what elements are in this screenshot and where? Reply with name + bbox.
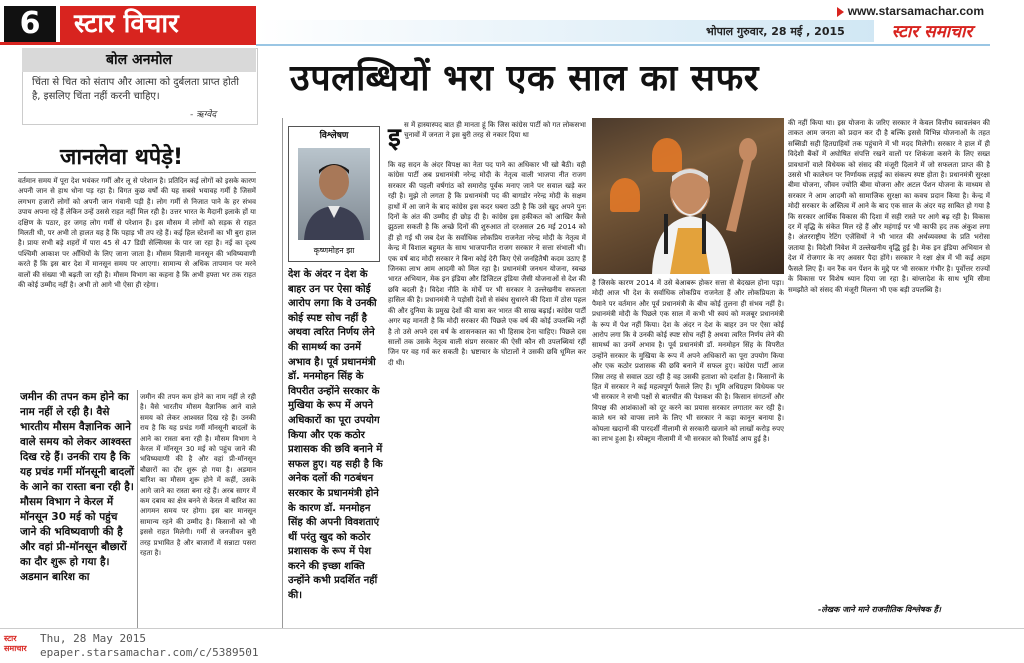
footer-url[interactable]: epaper.starsamachar.com/c/5389501 [40, 646, 259, 659]
left-article-body: वर्तमान समय में पूरा देश भयंकर गर्मी और लू से परेशान है। प्रतिदिन कई लोगों को इसके कारण अपनी जान से हाथ धोना पड़ रहा है। विगत कुछ वर्षों की यह सबसे भयावह गर्मी है जिसमें लगभग हजारों लोगों को अपनी जान गंवानी पड़ी है। लोग गर्मी से निजात पाने के हर संभव उपाय अपना रहे हैं लेकिन उन्हें उससे राहत नहीं मिल रही है। उत्तर भारत के मैदानी इलाके हों या दक्षिण के पठार, हर जगह लोग गर्मी से परेशान हैं। इस मौसम में लोगों को सड़क से राहत मिलती थी, पर अभी तो हालत यह है कि पहाड़ भी तप रहे हैं। कई हिल स्टेशनों का भी बुरा हाल है। प्रायः सभी बड़े शहरों में पारा 45 से 47 डिग्री सेल्सियस के पार जा रहा है। नई का दृश्य पश्चिमी आकाश पर आँधियों के लिए जाना जाता है। मौसम विज्ञानी मानसून की भविष्यवाणी करते हैं कि इस बार देश में मानसून समय पर आएगा। सामान्य से अधिक तापमान पर मरने वालों की संख्या भी बढ़ती जा रही है। मौसम विभाग का कहना है कि अभी हफ्ता भर तक राहत की कोई उम्मीद नहीं है। अभी तो आगे भी ऐसा ही रहेगा। [18, 177, 256, 290]
main-column-1: कि वह सदन के अंदर विपक्ष का नेता पद पाने का अधिकार भी खो बैठी। वही कांग्रेस पार्टी अब प्रधानमंत्री नरेन्द्र मोदी के नेतृत्व वाली भाजपा नीत राजग सरकार की पहली वर्षगांठ को समारोह पूर्वक मनाए जाने पर सवाल खड़े कर रही है। मुझे तो लगता है कि प्रधानमंत्री पद की बागडोर नरेन्द्र मोदी के सक्षम हाथों में आ जाने के बाद कांग्रेस इस कदर घबरा उठी है कि उसे खुद अपने पुनः दिनों के अंत की उम्मीद ही छोड़ दी है। कांग्रेस इस हकीकत को आखिर कैसे झुठला सकती है कि अच्छे दिनों की शुरुआत तो दरअसल 26 मई 2014 को ही हो गई थी जब देश के सर्वाधिक लोकप्रिय राजनेता नरेन्द्र मोदी के नेतृत्व में केन्द्र में विशाल बहुमत के साथ भाजपानीत राजग सरकार ने सत्ता संभाली थी। एक वर्ष बाद मोदी सरकार ने बिना कोई देरी किए ऐसे जनहितैषी कदम उठाए हैं जिनका लाभ आम आदमी को मिल रहा है। प्रधानमंत्री जनधन योजना, स्वच्छ भारत अभियान, मेक इन इंडिया और डिजिटल इंडिया जैसी योजनाओं से देश की छवि बदली है। विदेश नीति के मोर्चे पर भी सरकार ने उल्लेखनीय सफलता हासिल की है। प्रधानमंत्री ने पड़ोसी देशों से संबंध सुधारने की दिशा में ठोस पहल की और दुनिया के प्रमुख देशों की यात्रा कर भारत की साख बढ़ाई। कांग्रेस पार्टी अगर यह मानती है कि मोदी सरकार की पिछले एक वर्ष की कोई उपलब्धि नहीं है तो उसे अपने दस वर्ष के शासनकाल का भी हिसाब देना चाहिए। पिछले दस सालों तक उसके नेतृत्व वाली संप्रग सरकार की ऐसी कौन सी उपलब्धियां रहीं जिन पर वह गर्व कर सकती है। भ्रष्टाचार के घोटालों ने उसकी छवि धूमिल कर दी थी। [388, 161, 586, 367]
masthead-logo: स्टार समाचार [874, 20, 990, 44]
main-column-3: की नहीं किया था। इस योजना के जरिए सरकार ने केवल वित्तीय स्वावलंबन की ताकत आम जनता को प्रदान कर दी है बल्कि इससे विभिन्न योजनाओं के तहत सब्सिडी सही हितग्राहियों तक पहुंचाने में भी मदद मिलेगी। सरकार ने हाल में ही विदेशी बैंकों में अघोषित संपत्ति रखने वालों पर शिकंजा कसने के लिए सख्त प्रावधानों वाले विधेयक को संसद की मंजूरी दिलाने में जो सफलता प्राप्त की है उससे भी कालेधन पर निर्णायक लड़ाई का संकल्प स्पष्ट होता है। प्रधानमंत्री सुरक्षा बीमा योजना, जीवन ज्योति बीमा योजना और अटल पेंशन योजना के माध्यम से सरकार ने आम आदमी को सामाजिक सुरक्षा का कवच प्रदान किया है। केन्द्र में मोदी सरकार के अस्तित्व में आने के बाद एक साल के अंदर यह साबित हो गया है कि सरकार आर्थिक विकास की दिशा में सही रास्ते पर आगे बढ़ रही है। विकास दर में वृद्धि के संकेत मिल रहे हैं और महंगाई पर भी काफी हद तक अंकुश लगा है। अंतरराष्ट्रीय रेटिंग एजेंसियों ने भी भारत की अर्थव्यवस्था के प्रति भरोसा जताया है। विदेशी निवेश में उल्लेखनीय वृद्धि हुई है। मेक इन इंडिया अभियान से देश में रोजगार के नए अवसर पैदा होंगे। सरकार ने रक्षा क्षेत्र में भी कई अहम फैसले लिए हैं। वन रैंक वन पेंशन के मुद्दे पर भी सरकार गंभीर है। पूर्वोत्तर राज्यों के विकास पर विशेष ध्यान दिया जा रहा है। बांग्लादेश के साथ भूमि सीमा समझौते को संसद की मंजूरी मिलना भी एक बड़ी उपलब्धि है। [788, 119, 990, 294]
column-divider [137, 390, 138, 628]
quote-text: चिंता से चित को संताप और आत्मा को दुर्बलता प्राप्त होती है, इसलिए चिंता नहीं करनी चाहिए। [32, 77, 239, 102]
main-pull-quote: देश के अंदर न देश के बाहर उन पर ऐसा कोई आरोप लगा कि वे उनकी कोई स्पष्ट सोच नहीं है अथवा त्वरित निर्णय लेने की सामर्थ्य का उनमें अभाव है। पूर्व प्रधानमंत्री डॉ. मनमोहन सिंह के विपरीत उन्होंने सरकार के मुखिया के रूप में अपने अधिकारों का पूरा उपयोग किया और एक कठोर प्रशासक की छवि बनाने में सफल हुए। यह सही है कि अनेक दलों की गठबंधन सरकार के प्रधानमंत्री होने के कारण डॉ. मनमोहन सिंह की अपनी विवशताएं थीं परंतु खुद को कठोर प्रशासक के रूप में पेश करने की इच्छा शक्ति उन्होंने कभी प्रदर्शित नहीं की। [288, 269, 383, 602]
header-blue-rule [256, 44, 990, 46]
main-column-1-top: स में हास्यास्पद बात ही मानता हूं कि जिस कांग्रेस पार्टी को गत लोकसभा चुनावों में जनता ने इस बुरी तरह से नकार दिया था [404, 121, 586, 140]
dateline: भोपाल गुरुवार, 28 मई , 2015 [706, 25, 845, 38]
headline-divider [18, 172, 256, 173]
analysis-label: विश्लेषण [319, 131, 349, 141]
arrow-icon [837, 7, 844, 17]
column-divider [282, 118, 283, 628]
website-text: www.starsamachar.com [847, 4, 984, 18]
author-name: कृष्णमोहन झा [313, 246, 355, 255]
author-byline: -लेखक जाने माने राजनीतिक विश्लेषक हैं। [818, 605, 941, 614]
speaker-figure-icon [592, 118, 784, 274]
quote-box-title: बोल अनमोल [22, 48, 256, 72]
drop-cap: इ [388, 123, 401, 153]
footer-logo: स्टार समाचार [4, 634, 27, 653]
website-link[interactable] [837, 4, 984, 18]
footer-date: Thu, 28 May 2015 [40, 632, 146, 645]
main-headline: उपलब्धियों भरा एक साल का सफर [290, 58, 759, 99]
page-number: 6 [4, 6, 56, 42]
main-column-2: है जिसके कारण 2014 में उसे बेआबरू होकर सत्ता से बेदखल होना पड़ा। मोदी आज भी देश के सर्वाधिक लोकप्रिय राजनेता हैं और लोकप्रियता के पैमाने पर वर्तमान और पूर्व प्रधानमंत्री के बीच कोई तुलना ही संभव नहीं है। प्रधानमंत्री मोदी के पिछले एक साल में कभी भी स्वयं को मजबूर प्रधानमंत्री के रूप में पेश नहीं किया। देश के अंदर न देश के बाहर उन पर ऐसा कोई आरोप लगा कि वे उनकी कोई स्पष्ट सोच नहीं है अथवा त्वरित निर्णय लेने की सामर्थ्य का उनमें अभाव है। पूर्व प्रधानमंत्री डॉ. मनमोहन सिंह के विपरीत उन्होंने सरकार के मुखिया के रूप में अपने अधिकारों का पूरा उपयोग किया और एक कठोर प्रशासक की छवि बनाने में सफल हुए। कांग्रेस पार्टी आज जिस तरह से सवाल उठा रही है वह उसकी हताशा को दर्शाता है। किसानों के हित में सरकार ने कई महत्वपूर्ण फैसले लिए हैं। भूमि अधिग्रहण विधेयक पर भी सरकार ने सभी पक्षों से बातचीत की पेशकश की है। किसान संगठनों और विपक्ष की आशंकाओं को दूर करने का प्रयास सरकार लगातार कर रही है। काले धन को वापस लाने के लिए भी सरकार ने कड़ा कानून बनाया है। कोयला खदानों की पारदर्शी नीलामी से सरकारी खजाने को लाखों करोड़ रुपए का लाभ हुआ है। स्पेक्ट्रम नीलामी में भी सरकार को रिकॉर्ड आय हुई है। [592, 279, 784, 444]
left-article-column: जमीन की तपन कम होने का नाम नहीं ले रही है। वैसे भारतीय मौसम वैज्ञानिक आने वाले समय को लेकर आश्वस्त दिख रहे हैं। उनकी राय है कि यह प्रचंड गर्मी मॉनसूनी बादलों के आने का रास्ता बना रही है। मौसम विभाग ने केरल में मॉनसून 30 मई को पहुंच जाने की भविष्यवाणी की है और वहां प्री-मॉनसून बौछारों का दौर शुरू हो गया है। अडमान बारिश का मौसम शुरू होने में कहीं, उसके आगे जाने का रास्ता बना रहे हैं। अरब सागर में कम दबाव का क्षेत्र बनने से केरल में बारिश का आगमन समय पर होगा। इस बार मानसून सामान्य रहने की उम्मीद है। किसानों को भी इससे राहत मिलेगी। गर्मी से जनजीवन बुरी तरह प्रभावित है और बाजारों में सन्नाटा पसरा रहता है। [140, 393, 256, 558]
author-photo [298, 148, 370, 240]
article-photo [592, 118, 784, 274]
header-red-rule [0, 42, 256, 45]
quote-author: - ऋग्वेद [190, 110, 217, 120]
person-icon [298, 148, 370, 240]
left-pull-quote: जमीन की तपन कम होने का नाम नहीं ले रही है। वैसे भारतीय मौसम वैज्ञानिक आने वाले समय को लेकर आश्वस्त दिख रहे हैं। उनकी राय है कि यह प्रचंड गर्मी मॉनसूनी बादलों के आने का रास्ता बना रही है। मौसम विभाग ने केरल में मॉनसून 30 मई को पहुंच जाने की भविष्यवाणी की है और वहां प्री-मॉनसून बौछारों का दौर शुरू हो गया है। अडमान बारिश का [20, 391, 135, 583]
section-title: स्टार विचार [60, 6, 256, 42]
left-article-headline: जानलेवा थपेड़े! [60, 145, 184, 170]
